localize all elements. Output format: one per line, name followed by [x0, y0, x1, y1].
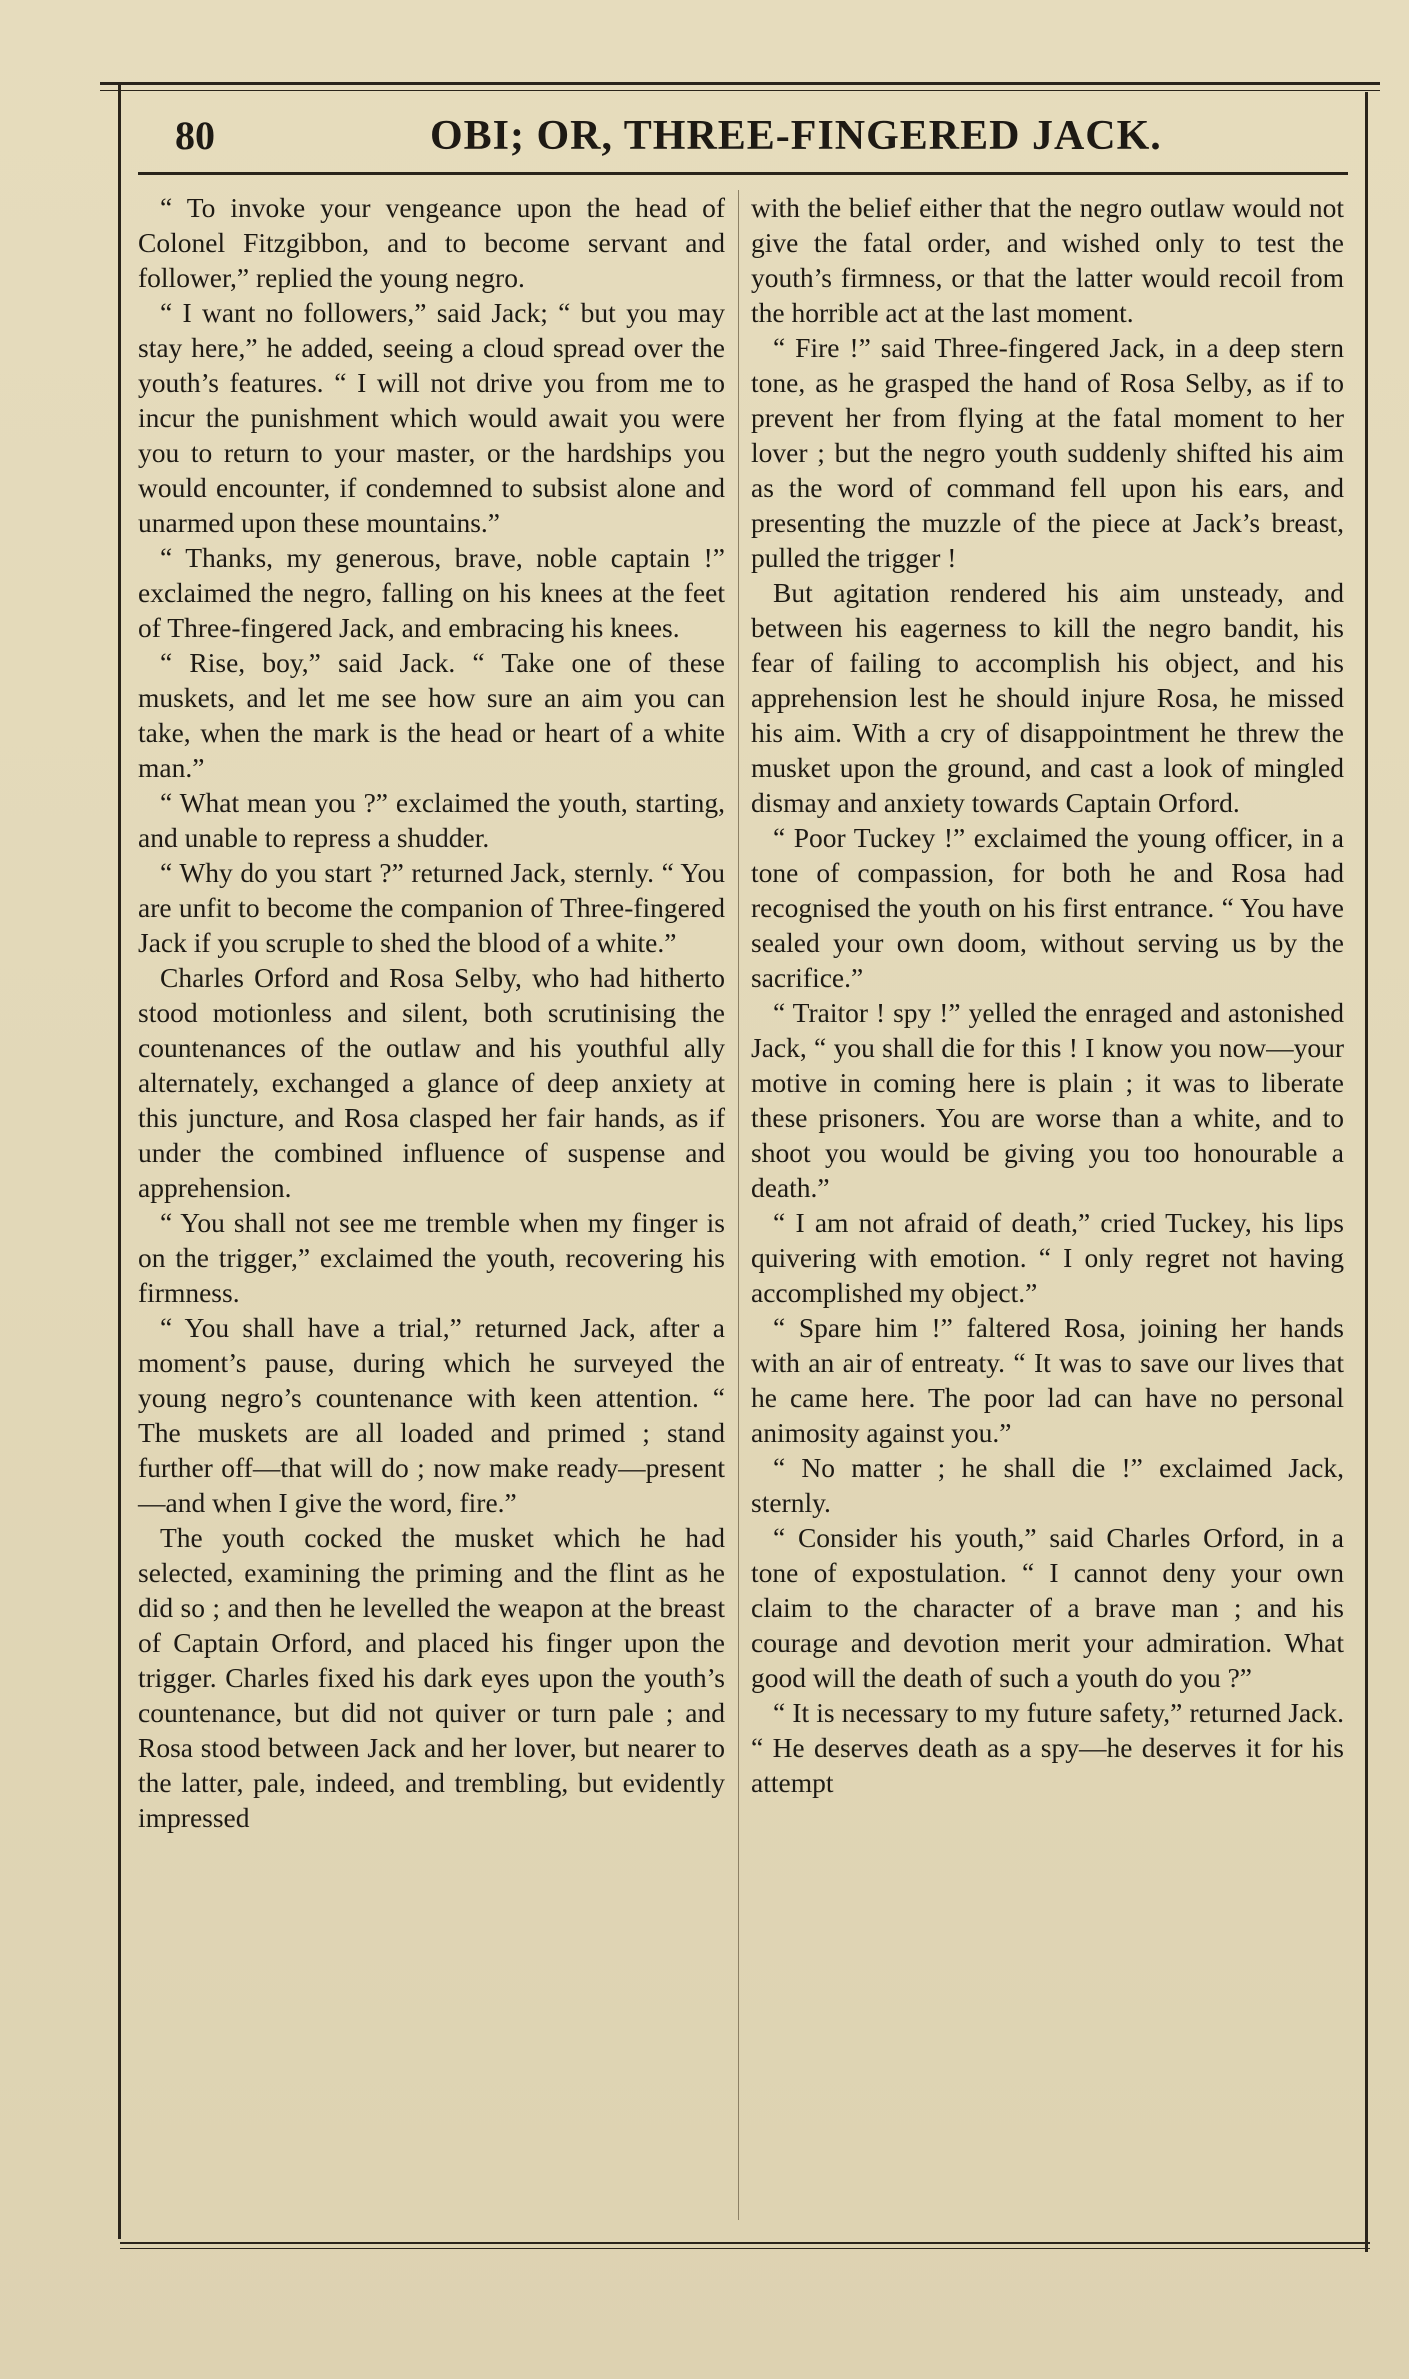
right-column [751, 190, 1344, 2220]
paragraph: “ What mean you ?” exclaimed the youth, starting, and unable to repress a shudder. [138, 787, 725, 853]
left-column [138, 190, 725, 2220]
paragraph: “ Consider his youth,” said Charles Orford, in a tone of expostulation. “ I cannot deny your own claim to the character of a brave man ; and his courage and devotion merit your admiration. What good will the death of such a youth do you ?” [751, 1522, 1344, 1693]
bottom-border-rule [120, 2242, 1370, 2249]
paragraph: “ To invoke your vengeance upon the head of Colonel Fitzgibbon, and to become servant and follower,” replied the young negro. [138, 192, 725, 293]
paragraph: “ Why do you start ?” returned Jack, sternly. “ You are unfit to become the companion of Three-fingered Jack if you scruple to shed the blood of a white.” [138, 857, 725, 958]
paragraph: Charles Orford and Rosa Selby, who had hitherto stood motionless and silent, both scrutinising the countenances of the outlaw and his youthful ally alternately, exchanged a glance of deep anxiety at this juncture, and Rosa clasped her fair hands, as if under the combined influence of suspense and apprehension. [138, 962, 725, 1203]
left-border-rule [118, 84, 121, 2239]
paragraph: “ No matter ; he shall die !” exclaimed Jack, sternly. [751, 1452, 1344, 1518]
running-title: OBI; OR, THREE-FINGERED JACK. [430, 113, 1162, 159]
paragraph-continuation: with the belief either that the negro outlaw would not give the fatal order, and wished only to test the youth’s firmness, or that the latter would recoil from the horrible act at the last moment. [751, 192, 1344, 328]
right-border-rule [1365, 92, 1368, 2252]
paragraph: “ It is necessary to my future safety,” returned Jack. “ He deserves death as a spy—he deserves it for his attempt [751, 1697, 1344, 1798]
page-number: 80 [175, 113, 215, 158]
paragraph: “ You shall not see me tremble when my finger is on the trigger,” exclaimed the youth, recovering his firmness. [138, 1207, 725, 1308]
paragraph: “ You shall have a trial,” returned Jack, after a moment’s pause, during which he surveyed the young negro’s countenance with keen attention. “ The muskets are all loaded and primed ; stand further off—that will do ; now make ready—present—and when I give the word, fire.” [138, 1312, 725, 1518]
page-header [160, 108, 1350, 168]
paragraph: “ Thanks, my generous, brave, noble captain !” exclaimed the negro, falling on his knees at the feet of Three-fingered Jack, and embracing his knees. [138, 542, 725, 643]
paragraph: The youth cocked the musket which he had selected, examining the priming and the flint as he did so ; and then he levelled the weapon at the breast of Captain Orford, and placed his finger upon the trigger. Charles fixed his dark eyes upon the youth’s countenance, but did not quiver or turn pale ; and Rosa stood between Jack and her lover, but nearer to the latter, pale, indeed, and trembling, but evidently impressed [138, 1522, 725, 1833]
column-divider [738, 190, 739, 2220]
paragraph: But agitation rendered his aim unsteady, and between his eagerness to kill the negro bandit, his fear of failing to accomplish his object, and his apprehension lest he should injure Rosa, he missed his aim. With a cry of disappointment he threw the musket upon the ground, and cast a look of mingled dismay and anxiety towards Captain Orford. [751, 577, 1344, 818]
top-border-rule [100, 82, 1380, 91]
paragraph: “ Fire !” said Three-fingered Jack, in a deep stern tone, as he grasped the hand of Rosa Selby, as if to prevent her from flying at the fatal moment to her lover ; but the negro youth suddenly shifted his aim as the word of command fell upon his ears, and presenting the muzzle of the piece at Jack’s breast, pulled the trigger ! [751, 332, 1344, 573]
paragraph: “ I am not afraid of death,” cried Tuckey, his lips quivering with emotion. “ I only regret not having accomplished my object.” [751, 1207, 1344, 1308]
paragraph: “ Traitor ! spy !” yelled the enraged and astonished Jack, “ you shall die for this ! I know you now—your motive in coming here is plain ; it was to liberate these prisoners. You are worse than a white, and to shoot you would be giving you too honourable a death.” [751, 997, 1344, 1203]
paragraph: “ Rise, boy,” said Jack. “ Take one of these muskets, and let me see how sure an aim you can take, when the mark is the head or heart of a white man.” [138, 647, 725, 783]
paragraph: “ Poor Tuckey !” exclaimed the young officer, in a tone of compassion, for both he and Rosa had recognised the youth on his first entrance. “ You have sealed your own doom, without serving us by the sacrifice.” [751, 822, 1344, 993]
paragraph: “ Spare him !” faltered Rosa, joining her hands with an air of entreaty. “ It was to save our lives that he came here. The poor lad can have no personal animosity against you.” [751, 1312, 1344, 1448]
paragraph: “ I want no followers,” said Jack; “ but you may stay here,” he added, seeing a cloud spread over the youth’s features. “ I will not drive you from me to incur the punishment which would await you were you to return to your master, or the hardships you would encounter, if condemned to subsist alone and unarmed upon these mountains.” [138, 297, 725, 538]
header-rule [138, 172, 1348, 179]
